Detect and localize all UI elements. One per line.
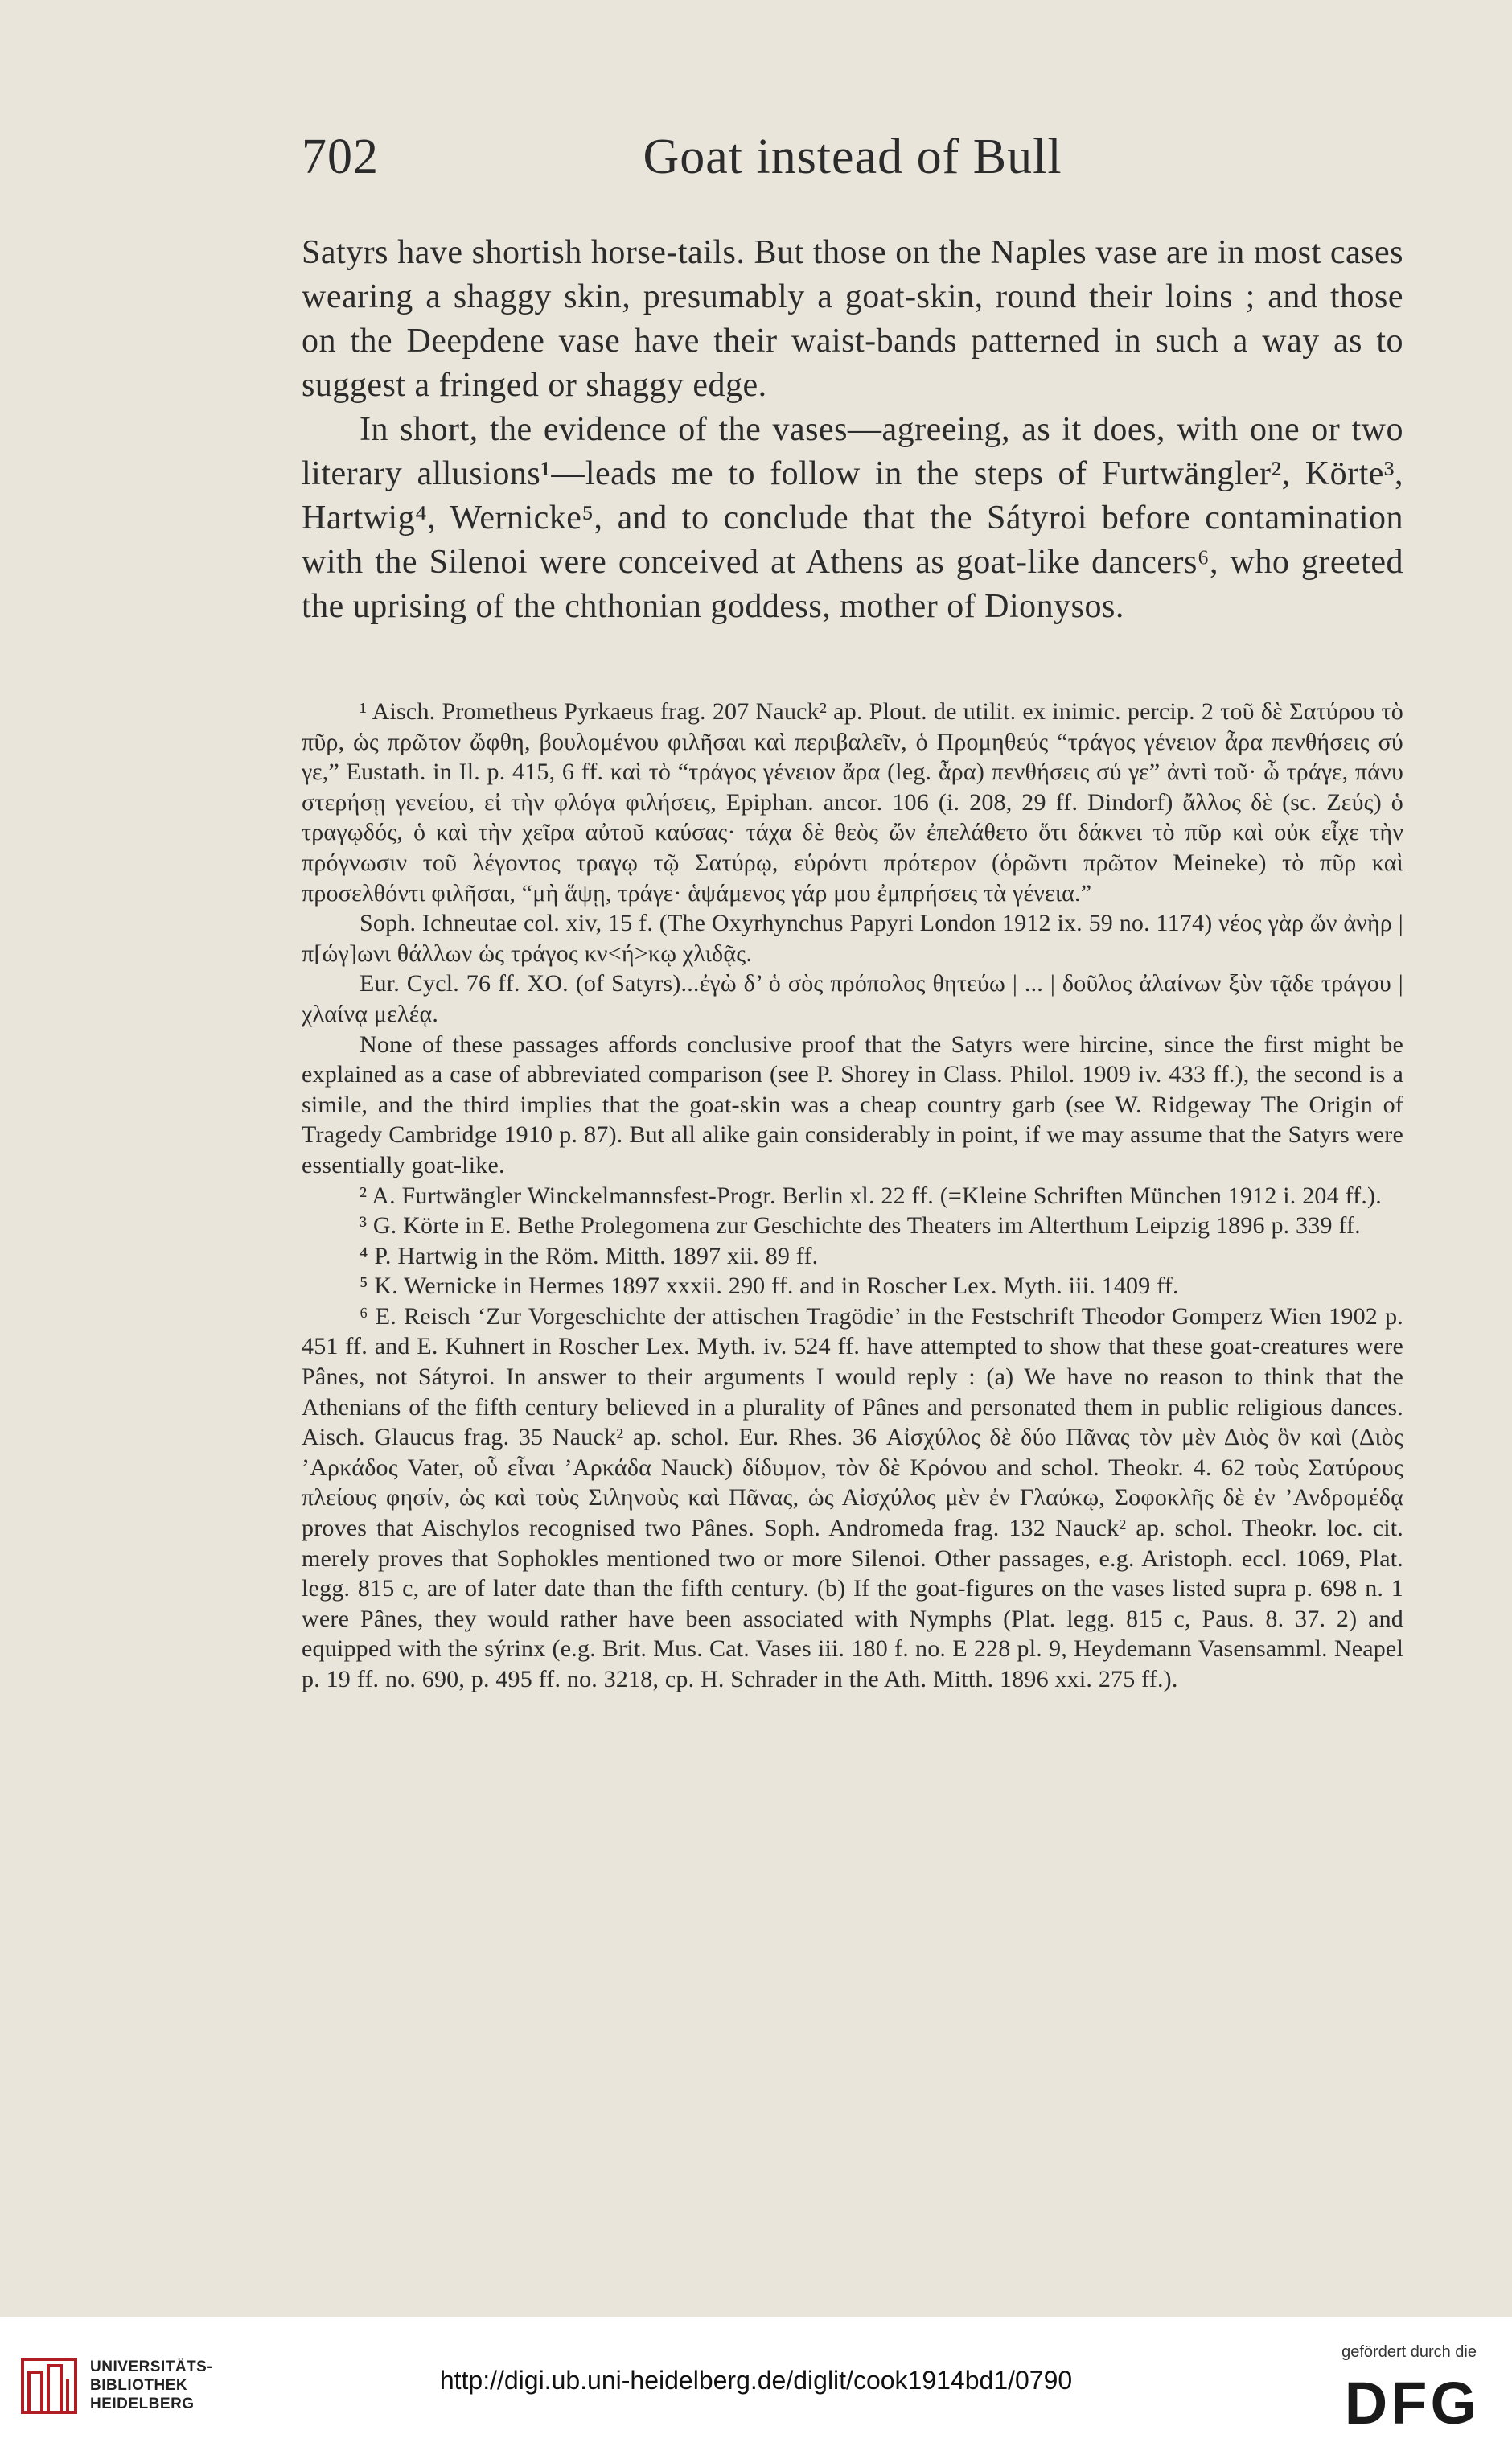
permalink-url[interactable]: http://digi.ub.uni-heidelberg.de/diglit/cook1914bd1/0790 (439, 2366, 1073, 2395)
footnote-6: ⁶ E. Reisch ‘Zur Vorgeschichte der attischen Tragödie’ in the Festschrift Theodor Gomperz Wien 1902 p. 451 ff. and E. Kuhnert in Roscher Lex. Myth. iv. 524 ff. have attempted to show that these goat-creatures were Pânes, not Sátyroi. In answer to their arguments I would reply : (a) We have no reason to think that the Athenians of the fifth century believed in a plurality of Pânes and personated them in public religious dances. Aisch. Glaucus frag. 35 Nauck² ap. schol. Eur. Rhes. 36 Αἰσχύλος δὲ δύο Πᾶνας τὸν μὲν Διὸς ὃν καὶ (Διὸς ’Αρκάδος Vater, οὗ εἶναι ’Αρκάδα Nauck) δίδυμον, τὸν δὲ Κρόνου and schol. Theokr. 4. 62 τοὺς Σατύρους πλείους φησίν, ὡς καὶ τοὺς Σιληνοὺς καὶ Πᾶνας, ὡς Αἰσχύλος μὲν ἐν Γλαύκῳ, Σοφοκλῆς δὲ ἐν ’Ανδρομέδᾳ proves that Aischylos recognised two Pânes. Soph. Andromeda frag. 132 Nauck² ap. schol. Theokr. loc. cit. merely proves that Sophokles mentioned two or more Silenoi. Other passages, e.g. Aristoph. eccl. 1069, Plat. legg. 815 c, are of later date than the fifth century. (b) If the goat-figures on the vases listed supra p. 698 n. 1 were Pânes, they would rather have been associated with Nymphs (Plat. legg. 815 c, Paus. 8. 37. 2) and equipped with the sýrinx (e.g. Brit. Mus. Cat. Vases iii. 180 f. no. E 228 pl. 9, Heydemann Vasensamml. Neapel p. 19 ff. no. 690, p. 495 ff. no. 3218, cp. H. Schrader in the Ath. Mitth. 1896 xxi. 275 ff.). (302, 1302, 1403, 1692)
library-name-line-2: BIBLIOTHEK (90, 2377, 188, 2394)
footnote-2: ² A. Furtwängler Winckelmannsfest-Progr. Berlin xl. 22 ff. (=Kleine Schriften München 1912 i. 204 ff.). (360, 1182, 1382, 1209)
library-name-line-3: HEIDELBERG (90, 2396, 195, 2412)
footnote-4: ⁴ P. Hartwig in the Röm. Mitth. 1897 xii. 89 ff. (360, 1242, 819, 1269)
funding-caption: gefördert durch die (1341, 2343, 1477, 2361)
footnote-5: ⁵ K. Wernicke in Hermes 1897 xxxii. 290 ff. and in Roscher Lex. Myth. iii. 1409 ff. (360, 1273, 1179, 1300)
footnote-1-sophokles: Soph. Ichneutae col. xiv, 15 f. (The Oxyrhynchus Papyri London 1912 ix. 59 no. 1174) νέος γὰρ ὤν ἀνὴρ | π[ώγ]ωνι θάλλων ὡς τράγος κν<ή>κῳ χλιδᾷς. (302, 910, 1403, 967)
body-text (302, 231, 1403, 629)
page-number: 702 (302, 130, 379, 184)
footnote-1: ¹ Aisch. Prometheus Pyrkaeus frag. 207 Nauck² ap. Plout. de utilit. ex inimic. percip. 2 τοῦ δὲ Σατύρου τὸ πῦρ, ὡς πρῶτον ὤφθη, βουλομένου φιλῆσαι καὶ περιβαλεῖν, ὁ Προμηθεύς “τράγος γένειον ἆρα πενθήσεις σύ γε,” Eustath. in Il. p. 415, 6 ff. καὶ τὸ “τράγος γένειον ἄρα (leg. ἆρα) πενθήσεις σύ γε” ἀντὶ τοῦ· ὦ τράγε, πάνυ στερήσῃ γενείου, εἰ τὴν φλόγα φιλήσεις, Epiphan. ancor. 106 (i. 208, 29 ff. Dindorf) ἄλλος δὲ (sc. Ζεύς) ὁ τραγῳδός, ὁ καὶ τὴν χεῖρα αὐτοῦ καύσας· τάχα δὲ θεὸς ὤν ἐπελάθετο ὅτι δάκνει τὸ πῦρ καὶ οὐκ εἶχε τὴν πρόγνωσιν τοῦ λέγοντος τραγῳ τῷ Σατύρῳ, εὑρόντι πρότερον (ὁρῶντι πρῶτον Meineke) τὸ πῦρ καὶ προσελθόντι φιλῆσαι, “μὴ ἅψῃ, τράγε· ἁψάμενος γάρ μου ἐμπρήσεις τὰ γένεια.” (302, 698, 1403, 907)
page-header (302, 129, 1403, 201)
running-title: Goat instead of Bull (643, 130, 1062, 184)
footnote-1-commentary: None of these passages affords conclusive proof that the Satyrs were hircine, since the first might be explained as a case of abbreviated comparison (see P. Shorey in Class. Philol. 1909 iv. 433 ff.), the second is a simile, and the third implies that the goat-skin was a cheap country garb (see W. Ridgeway The Origin of Tragedy Cambridge 1910 p. 87). But all alike gain considerably in point, if we may assume that the Satyrs were essentially goat-like. (302, 1030, 1403, 1178)
viewer-footer (0, 2317, 1512, 2447)
body-paragraph-2: In short, the evidence of the vases—agreeing, as it does, with one or two literary allusions¹—leads me to follow in the steps of Furtwängler², Körte³, Hartwig⁴, Wernicke⁵, and to conclude that the Sátyroi before contamination with the Silenoi were conceived at Athens as goat-like dancers⁶, who greeted the uprising of the chthonian goddess, mother of Dionysos. (302, 411, 1403, 625)
footnote-1-euripides: Eur. Cycl. 76 ff. XO. (of Satyrs)...ἐγὼ δ’ ὁ σὸς πρόπολος θητεύω | ... | δοῦλος ἀλαίνων ξὺν τᾷδε τράγου | χλαίνᾳ μελέᾳ. (302, 970, 1403, 1027)
footnote-3: ³ G. Körte in E. Bethe Prolegomena zur Geschichte des Theaters im Alterthum Leipzig 1896 p. 339 ff. (360, 1212, 1361, 1240)
footnotes (302, 697, 1403, 1695)
body-paragraph-1: Satyrs have shortish horse-tails. But those on the Naples vase are in most cases wearing a shaggy skin, presumably a goat-skin, round their loins ; and those on the Deepdene vase have their waist-bands patterned in such a way as to suggest a fringed or shaggy edge. (302, 234, 1403, 404)
dfg-logo[interactable]: DFG (1344, 2370, 1480, 2437)
library-name-line-1: UNIVERSITÄTS- (90, 2359, 213, 2375)
